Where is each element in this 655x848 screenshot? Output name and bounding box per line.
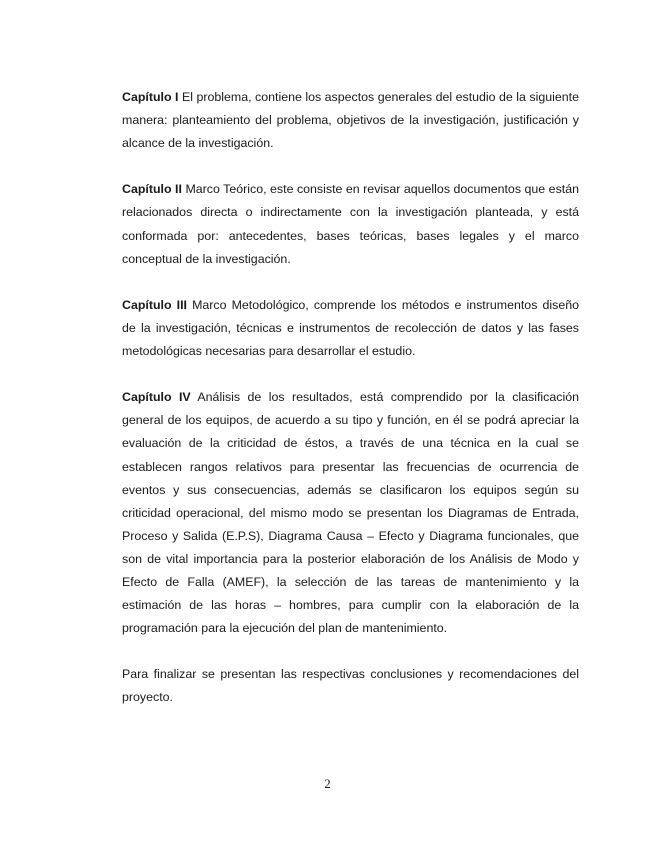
paragraph-chapter-3 bbox=[122, 294, 579, 363]
chapter-2-heading: Capítulo II bbox=[122, 182, 182, 197]
chapter-2-text: Marco Teórico, este consiste en revisar aquellos documentos que están relacionados directa o indirectamente con la investigación planteada, y está conformada por: antecedentes, bases teóricas, bases legales y el marco conceptual de la investigación. bbox=[122, 182, 579, 266]
chapter-1-heading: Capítulo I bbox=[122, 90, 179, 104]
chapter-1-text: El problema, contiene los aspectos generales del estudio de la siguiente manera: planteamiento del problema, objetivos de la investigación, justificación y alcance de la investigación. bbox=[122, 90, 579, 151]
conclusion-text: Para finalizar se presentan las respectivas conclusiones y recomendaciones del proyecto. bbox=[122, 667, 579, 705]
page-number: 2 bbox=[324, 776, 331, 791]
paragraph-conclusion bbox=[122, 663, 579, 709]
body-text bbox=[122, 86, 579, 733]
chapter-3-text: Marco Metodológico, comprende los métodos e instrumentos diseño de la investigación, técnicas e instrumentos de recolección de datos y las fases metodológicas necesarias para desarrollar el estudio. bbox=[122, 297, 579, 359]
paragraph-chapter-2 bbox=[122, 178, 579, 270]
chapter-4-heading: Capítulo IV bbox=[122, 390, 191, 405]
chapter-3-heading: Capítulo III bbox=[122, 297, 187, 312]
paragraph-chapter-1 bbox=[122, 86, 579, 155]
chapter-4-text: Análisis de los resultados, está comprendido por la clasificación general de los equipos, de acuerdo a su tipo y función, en él se podrá apreciar la evaluación de la criticidad de éstos, a través de una técnica en la cual se establecen rangos relativos para presentar las frecuencias de ocurrencia de eventos y sus consecuencias, además se clasificaron los equipos según su criticidad operacional, del mismo modo se presentan los Diagramas de Entrada, Proceso y Salida (E.P.S), Diagrama Causa – Efecto y Diagrama funcionales, que son de vital importancia para la posterior elaboración de los Análisis de Modo y Efecto de Falla (AMEF), la selección de las tareas de mantenimiento y la estimación de las horas – hombres, para cumplir con la elaboración de la programación para la ejecución del plan de mantenimiento. bbox=[122, 390, 579, 636]
paragraph-chapter-4 bbox=[122, 386, 579, 640]
